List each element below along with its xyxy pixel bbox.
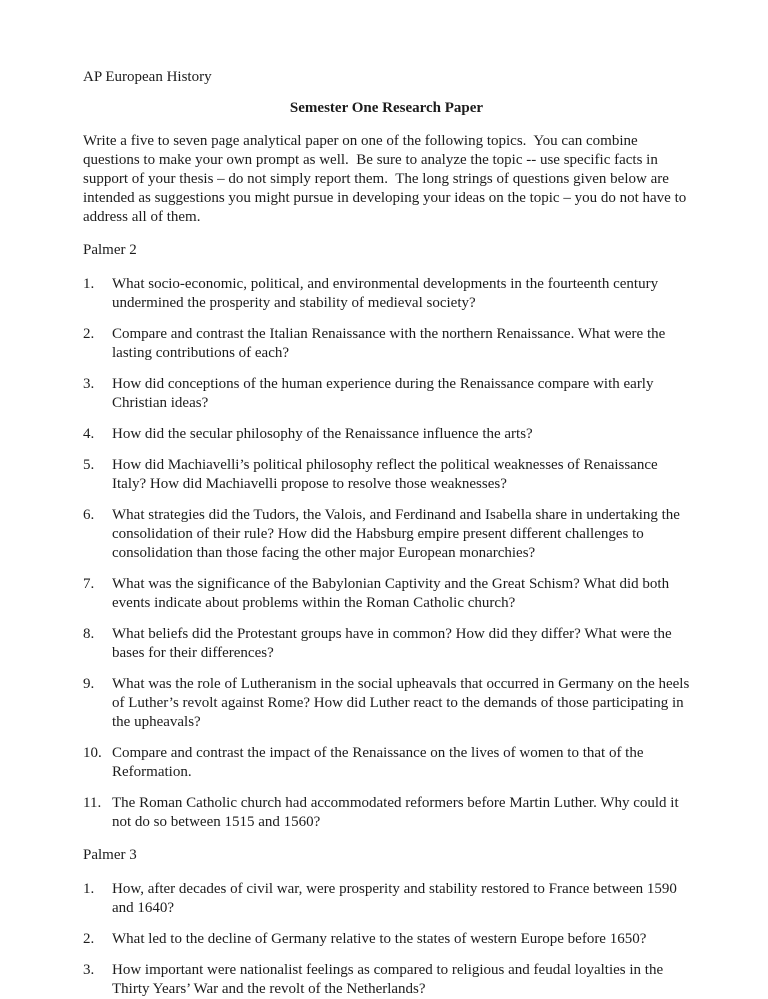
question-item <box>83 375 690 413</box>
question-item <box>83 794 690 832</box>
question-number: 1. <box>83 276 95 292</box>
question-text: What socio-economic, political, and environmental developments in the fourteenth century undermined the prosperity and stability of medieval society? <box>112 276 659 311</box>
question-text: How did Machiavelli’s political philosophy reflect the political weaknesses of Renaissance Italy? How did Machiavelli propose to resolve those weaknesses? <box>112 457 658 492</box>
page-title: Semester One Research Paper <box>289 100 484 116</box>
question-item <box>83 961 690 999</box>
question-number: 2. <box>83 931 95 947</box>
question-number: 1. <box>83 881 95 897</box>
question-number: 6. <box>83 507 95 523</box>
question-list <box>83 880 690 999</box>
question-text: What was the role of Lutheranism in the social upheavals that occurred in Germany on the heels of Luther’s revolt against Rome? How did Luther react to the demands of those participating in the upheavals? <box>112 676 690 730</box>
question-number: 11. <box>83 795 102 811</box>
question-text: How did conceptions of the human experience during the Renaissance compare with early Christian ideas? <box>112 376 654 411</box>
question-text: What beliefs did the Protestant groups have in common? How did they differ? What were the bases for their differences? <box>112 626 672 661</box>
question-number: 9. <box>83 676 95 692</box>
question-number: 3. <box>83 962 95 978</box>
question-number: 3. <box>83 376 95 392</box>
question-item <box>83 880 690 918</box>
question-item <box>83 456 690 494</box>
section-heading: Palmer 3 <box>83 847 137 863</box>
question-item <box>83 930 690 949</box>
question-text: The Roman Catholic church had accommodated reformers before Martin Luther. Why could it not do so between 1515 and 1560? <box>112 795 679 830</box>
question-item <box>83 506 690 563</box>
question-text: How did the secular philosophy of the Renaissance influence the arts? <box>112 426 533 442</box>
question-number: 4. <box>83 426 95 442</box>
question-item <box>83 325 690 363</box>
question-sections <box>83 241 690 999</box>
question-item <box>83 275 690 313</box>
question-text: How, after decades of civil war, were prosperity and stability restored to France between 1590 and 1640? <box>112 881 677 916</box>
question-text: What strategies did the Tudors, the Valois, and Ferdinand and Isabella share in undertaking the consolidation of their rule? How did the Habsburg empire present different challenges to consolidation than those facing the other major European monarchies? <box>112 507 680 561</box>
question-item <box>83 744 690 782</box>
question-text: Compare and contrast the impact of the Renaissance on the lives of women to that of the Reformation. <box>112 745 644 780</box>
question-text: Compare and contrast the Italian Renaissance with the northern Renaissance. What were the lasting contributions of each? <box>112 326 666 361</box>
question-number: 5. <box>83 457 95 473</box>
question-section <box>83 846 690 999</box>
question-text: How important were nationalist feelings as compared to religious and feudal loyalties in the Thirty Years’ War and the revolt of the Netherlands? <box>112 962 664 997</box>
question-text: What led to the decline of Germany relative to the states of western Europe before 1650? <box>112 931 647 947</box>
question-section <box>83 241 690 832</box>
question-item <box>83 675 690 732</box>
question-item <box>83 625 690 663</box>
section-heading: Palmer 2 <box>83 242 137 258</box>
question-item <box>83 425 690 444</box>
question-list <box>83 275 690 832</box>
question-number: 7. <box>83 576 95 592</box>
course-title: AP European History <box>83 69 212 85</box>
question-number: 8. <box>83 626 95 642</box>
question-text: What was the significance of the Babylonian Captivity and the Great Schism? What did both events indicate about problems within the Roman Catholic church? <box>112 576 670 611</box>
intro-paragraph: Write a five to seven page analytical paper on one of the following topics. You can combine questions to make your own prompt as well. Be sure to analyze the topic -- use specific facts in support of your thesis – do not simply report them. The long strings of questions given below are intended as suggestions you might pursue in developing your ideas on the topic – you do not have to address all of them. <box>83 133 690 225</box>
question-number: 2. <box>83 326 95 342</box>
question-item <box>83 575 690 613</box>
question-number: 10. <box>83 745 102 761</box>
